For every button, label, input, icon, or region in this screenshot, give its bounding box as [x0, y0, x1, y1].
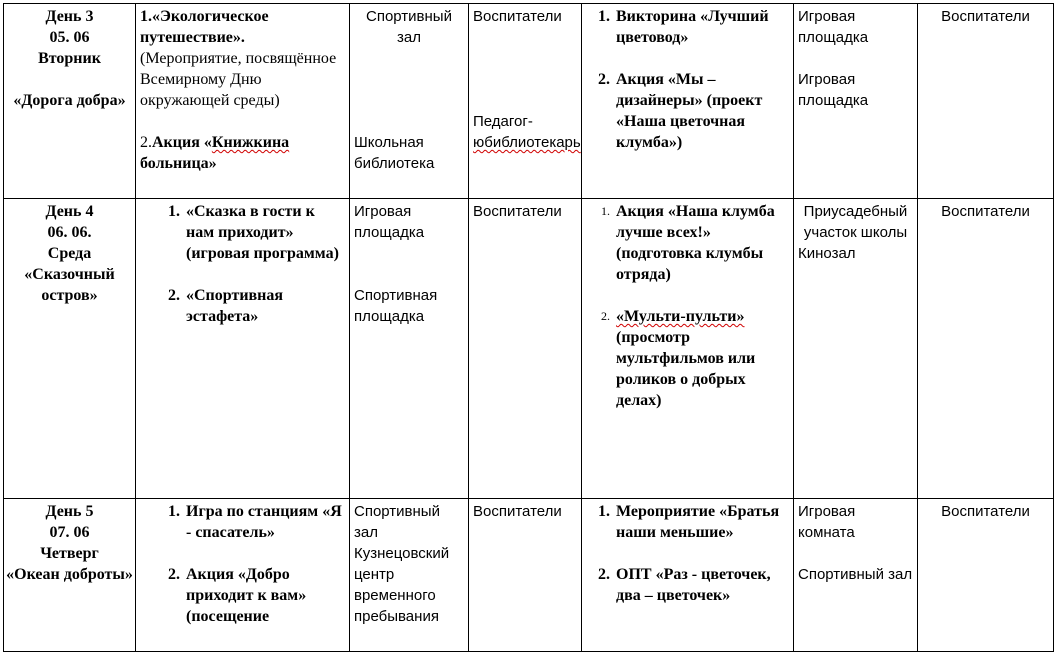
list-item: 1. Акция «Наша клумба лучше всех!» (подготовка клумбы отряда)	[601, 203, 775, 283]
place-text: Игровая комната	[798, 503, 856, 541]
place-text: Спортивный зал	[354, 503, 440, 541]
event-description: (Мероприятие, посвящённое Всемирному Дню окружающей среды)	[140, 50, 337, 109]
afternoon-place-cell	[794, 4, 918, 199]
day-theme: «Дорога добра»	[13, 92, 126, 109]
event-title: 1.«Экологическое путешествие».	[140, 8, 269, 46]
place-text: Игровая площадка	[354, 203, 425, 241]
day-number: День 5	[45, 503, 94, 520]
list-item: 2. Акция «Добро приходит к вам» (посещение	[168, 566, 307, 625]
list-item: 1. «Сказка в гости к нам приходит» (игровая программа)	[168, 203, 339, 262]
day-number: День 3	[45, 8, 94, 25]
list-item: 1. Викторина «Лучший цветовод»	[598, 8, 769, 46]
day-weekday: Среда	[47, 245, 92, 262]
day-date: 05. 06	[49, 29, 90, 46]
afternoon-place-cell	[794, 499, 918, 652]
day-weekday: Вторник	[38, 50, 101, 67]
list-item: 2. «Мульти-пульти» (просмотр мультфильмов или роликов о добрых делах)	[601, 308, 756, 409]
event-title: 2.Акция «Книжкина больница»	[140, 134, 290, 172]
schedule-table	[3, 3, 1054, 652]
day-cell	[4, 499, 136, 652]
schedule-row-day4	[4, 199, 1054, 499]
list-item: 2. «Спортивная эстафета»	[168, 287, 284, 325]
place-text: Спортивная площадка	[354, 287, 438, 325]
afternoon-events-cell	[582, 4, 794, 199]
responsible-text: Воспитатели	[941, 8, 1030, 25]
morning-place-cell	[350, 199, 469, 499]
afternoon-responsible-cell	[918, 499, 1054, 652]
day-cell	[4, 199, 136, 499]
list-item: 2. ОПТ «Раз - цветочек, два – цветочек»	[598, 566, 771, 604]
place-text: Спортивный зал	[366, 8, 452, 46]
afternoon-place-cell	[794, 199, 918, 499]
morning-events-cell	[136, 499, 350, 652]
day-cell	[4, 4, 136, 199]
place-text: Кузнецовский центр временного пребывания	[354, 545, 450, 625]
schedule-row-day3	[4, 4, 1054, 199]
morning-events-cell	[136, 4, 350, 199]
place-text: Игровая площадка	[798, 71, 869, 109]
morning-responsible-cell	[469, 499, 582, 652]
place-text: Игровая площадка	[798, 8, 869, 46]
morning-events-cell	[136, 199, 350, 499]
responsible-text: Воспитатели	[473, 8, 562, 25]
day-date: 07. 06	[49, 524, 90, 541]
list-item: 1. Игра по станциям «Я - спасатель»	[168, 503, 342, 541]
place-text: Школьная библиотека	[354, 134, 435, 172]
day-weekday: Четверг	[40, 545, 99, 562]
afternoon-events-cell	[582, 199, 794, 499]
responsible-text: Педагог- юбиблиотекарь	[473, 113, 581, 151]
schedule-row-day5	[4, 499, 1054, 652]
morning-place-cell	[350, 4, 469, 199]
responsible-text: Воспитатели	[941, 203, 1030, 220]
afternoon-responsible-cell	[918, 199, 1054, 499]
list-item: 2. Акция «Мы – дизайнеры» (проект «Наша цветочная клумба»)	[598, 71, 763, 151]
place-text: Спортивный зал	[798, 566, 913, 583]
morning-place-cell	[350, 499, 469, 652]
place-text: Приусадебный участок школы	[803, 203, 908, 241]
day-date: 06. 06.	[47, 224, 92, 241]
day-number: День 4	[45, 203, 94, 220]
place-text: Кинозал	[798, 245, 856, 262]
responsible-text: Воспитатели	[473, 203, 562, 220]
responsible-text: Воспитатели	[941, 503, 1030, 520]
morning-responsible-cell	[469, 199, 582, 499]
responsible-text: Воспитатели	[473, 503, 562, 520]
list-item: 1. Мероприятие «Братья наши меньшие»	[598, 503, 780, 541]
day-theme: «Сказочный остров»	[24, 266, 115, 304]
day-theme: «Океан доброты»	[6, 566, 133, 583]
morning-responsible-cell	[469, 4, 582, 199]
afternoon-events-cell	[582, 499, 794, 652]
afternoon-responsible-cell	[918, 4, 1054, 199]
